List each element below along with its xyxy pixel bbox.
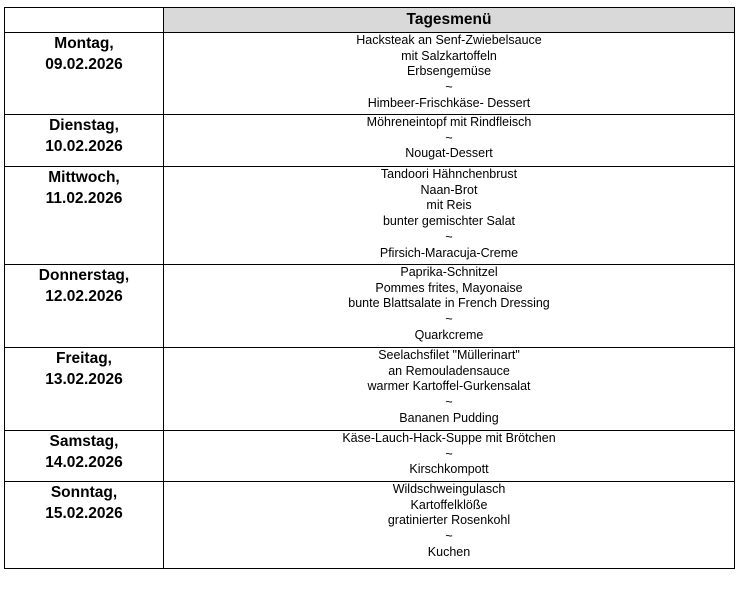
day-row-monday (5, 33, 735, 115)
meal-line: Käse-Lauch-Hack-Suppe mit Brötchen (342, 431, 556, 445)
meal-line: Paprika-Schnitzel (400, 265, 498, 279)
day-date: 13.02.2026 (45, 371, 123, 388)
weekly-menu-table (4, 7, 735, 569)
day-row-saturday (5, 431, 735, 482)
day-date: 10.02.2026 (45, 138, 123, 155)
meal-line: Erbsengemüse (406, 64, 492, 79)
header-corner-cell (5, 8, 164, 33)
meal-line: Hacksteak an Senf-Zwiebelsauce (356, 33, 542, 47)
meal-line: an Remouladensauce (388, 363, 510, 378)
meal-separator: ~ (445, 312, 453, 327)
day-cell (5, 115, 164, 167)
meal-separator: ~ (445, 130, 453, 145)
header-row (5, 8, 735, 33)
meal-line: Kartoffelklöße (410, 497, 488, 512)
meal-line: Seelachsfilet "Müllerinart" (378, 348, 520, 362)
meal-cell (164, 431, 735, 482)
day-date: 12.02.2026 (45, 288, 123, 305)
meal-cell (164, 167, 735, 265)
menu-body (5, 33, 735, 569)
meal-line: Pfirsich-Maracuja-Creme (379, 245, 519, 260)
meal-line: mit Salzkartoffeln (401, 48, 497, 63)
meal-cell (164, 482, 735, 569)
meal-line: bunte Blattsalate in French Dressing (348, 296, 550, 311)
day-row-wednesday (5, 167, 735, 265)
meal-line: Bananen Pudding (399, 410, 499, 425)
meal-line: warmer Kartoffel-Gurkensalat (367, 379, 531, 394)
meal-cell (164, 348, 735, 431)
meal-separator: ~ (445, 229, 453, 244)
day-name: Donnerstag, (38, 267, 130, 284)
meal-separator: ~ (445, 80, 453, 95)
meal-separator: ~ (445, 395, 453, 410)
meal-cell (164, 115, 735, 167)
menu-header-title: Tagesmenü (164, 8, 735, 33)
meal-line: Tandoori Hähnchenbrust (380, 167, 518, 181)
meal-line: bunter gemischter Salat (382, 214, 515, 229)
day-date: 14.02.2026 (45, 454, 123, 471)
day-cell (5, 431, 164, 482)
meal-cell (164, 33, 735, 115)
day-cell (5, 482, 164, 569)
day-name: Sonntag, (50, 484, 118, 501)
meal-line: Naan-Brot (420, 182, 478, 197)
day-date: 15.02.2026 (45, 505, 123, 522)
day-name: Samstag, (49, 433, 119, 450)
day-name: Dienstag, (49, 117, 119, 134)
day-cell (5, 348, 164, 431)
meal-line: mit Reis (426, 198, 472, 213)
day-row-sunday (5, 482, 735, 569)
meal-line: Nougat-Dessert (405, 146, 493, 161)
meal-cell (164, 265, 735, 348)
day-date: 09.02.2026 (45, 56, 123, 73)
meal-line: Pommes frites, Mayonaise (375, 280, 523, 295)
day-name: Montag, (54, 35, 114, 52)
day-row-thursday (5, 265, 735, 348)
meal-separator: ~ (445, 529, 453, 544)
day-row-tuesday (5, 115, 735, 167)
meal-separator: ~ (445, 446, 453, 461)
meal-line: Himbeer-Frischkäse- Dessert (367, 95, 531, 110)
meal-line: Kirschkompott (409, 462, 489, 477)
meal-line: Möhreneintopf mit Rindfleisch (366, 115, 532, 129)
day-name: Mittwoch, (48, 169, 120, 186)
meal-line: Wildschweingulasch (392, 482, 506, 496)
day-cell (5, 265, 164, 348)
meal-line: Kuchen (427, 544, 471, 559)
meal-line: gratinierter Rosenkohl (387, 513, 511, 528)
meal-line: Quarkcreme (414, 327, 484, 342)
day-cell (5, 33, 164, 115)
day-row-friday (5, 348, 735, 431)
day-date: 11.02.2026 (45, 190, 123, 207)
day-cell (5, 167, 164, 265)
day-name: Freitag, (56, 350, 112, 367)
